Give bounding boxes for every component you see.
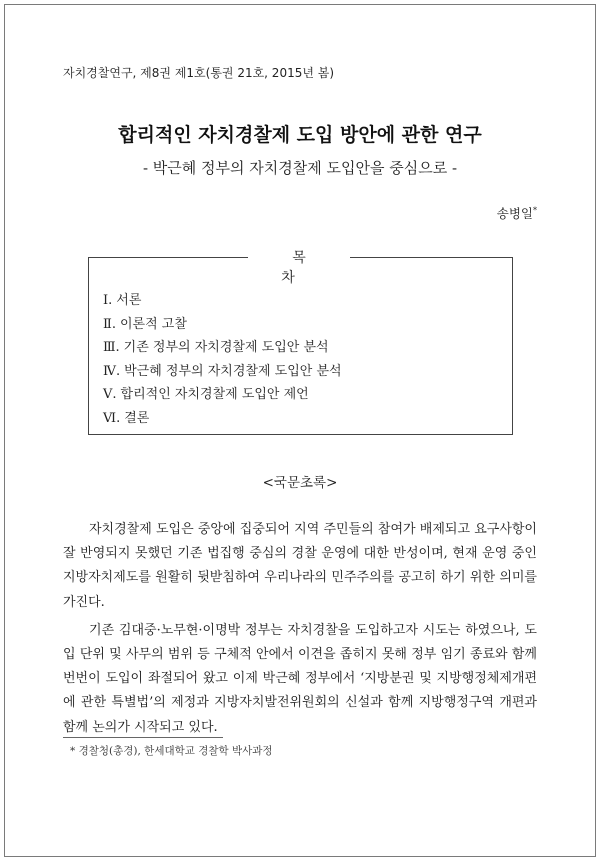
toc-item bbox=[103, 383, 342, 407]
paper-title: 합리적인 자치경찰제 도입 방안에 관한 연구 bbox=[118, 124, 482, 146]
toc-item bbox=[103, 336, 342, 360]
toc-item-label: 기존 정부의 자치경찰제 도입안 분석 bbox=[123, 340, 329, 355]
toc-item-label: 결론 bbox=[124, 410, 150, 426]
author-name: 송병일 bbox=[496, 206, 533, 221]
toc-heading: 목 차 bbox=[248, 247, 350, 287]
journal-header: 자치경찰연구, 제8권 제1호(통권 21호, 2015년 봄) bbox=[63, 66, 335, 80]
toc-item-number: Ⅱ. bbox=[103, 316, 116, 332]
toc-item-label: 이론적 고찰 bbox=[119, 316, 187, 332]
toc-item-label: 합리적인 자치경찰제 도입안 제언 bbox=[120, 387, 309, 402]
toc-item-number: Ⅰ. bbox=[103, 293, 113, 308]
abstract-paragraph: 자치경찰제 도입은 중앙에 집중되어 지역 주민들의 참여가 배제되고 요구사항이 잘 반영되지 못했던 기존 법집행 중심의 경찰 운영에 대한 반성이며, 현재 운영 중인 지방자치제도를 원활히 뒷받침하여 우리나라의 민주주의를 공고히 하기 위한 의미를 가진다. bbox=[63, 522, 537, 610]
footnote-divider bbox=[63, 737, 223, 738]
paper-subtitle: - 박근혜 정부의 자치경찰제 도입안을 중심으로 - bbox=[142, 159, 458, 177]
abstract-paragraph: 기존 김대중·노무현·이명박 정부는 자치경찰을 도입하고자 시도는 하였으나, 도입 단위 및 사무의 범위 등 구체적 안에서 이견을 좁히지 못해 정부 임기 종료와 함께 번번이 도입이 좌절되어 왔고 이제 박근혜 정부에서 ‘지방분권 및 지방행정체제개편에 관한 특별법’의 제정과 지방자치발전위원회의 신설과 함께 지방행정구역 개편과 함께 논의가 시작되고 있다. bbox=[63, 622, 537, 735]
toc-item-label: 서론 bbox=[116, 293, 142, 308]
footnote: * 경찰청(총경), 한세대학교 경찰학 박사과정 bbox=[70, 745, 273, 757]
author-footnote-mark: * bbox=[533, 205, 537, 215]
abstract-heading: <국문초록> bbox=[262, 475, 338, 491]
toc-list bbox=[103, 289, 342, 430]
abstract-body bbox=[63, 518, 537, 740]
toc-item-label: 박근혜 정부의 자치경찰제 도입안 분석 bbox=[124, 363, 342, 379]
toc-item-number: Ⅳ. bbox=[103, 363, 121, 379]
toc-item bbox=[103, 313, 342, 337]
toc-item-number: Ⅲ. bbox=[103, 340, 120, 355]
author bbox=[497, 204, 537, 222]
toc-item bbox=[103, 407, 342, 431]
toc-item bbox=[103, 289, 342, 313]
toc-item-number: Ⅵ. bbox=[103, 410, 121, 426]
toc-item-number: Ⅴ. bbox=[103, 387, 117, 402]
toc-item bbox=[103, 360, 342, 384]
